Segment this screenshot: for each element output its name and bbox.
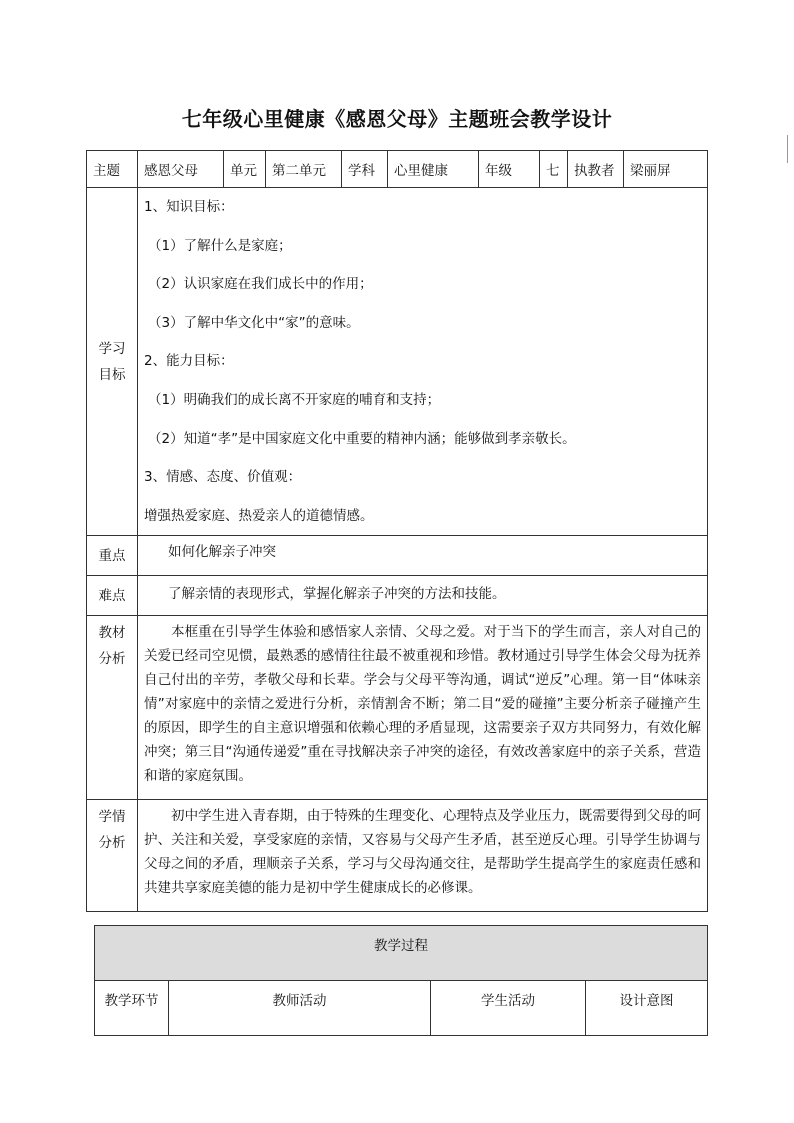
- objectives-label: [87, 188, 138, 536]
- learner-label-line1: 学情: [98, 809, 126, 826]
- objectives-row: [87, 188, 708, 536]
- material-label-line1: 教材: [98, 625, 126, 642]
- column-header: 学生活动: [431, 981, 586, 1036]
- column-header: 教学环节: [95, 981, 169, 1036]
- learner-label-line2: 分析: [98, 835, 126, 852]
- difficulty-row: [87, 576, 708, 616]
- page-title: 七年级心里健康《感恩父母》主题班会教学设计: [181, 107, 613, 131]
- grade-value: 七: [540, 151, 568, 188]
- grade-label: 年级: [479, 151, 540, 188]
- objective-line: 增强热爱家庭、热爱亲人的道德情感。: [144, 507, 374, 524]
- subject-label: 学科: [342, 151, 388, 188]
- topic-value: 感恩父母: [138, 151, 224, 188]
- objective-line: 3、情感、态度、价值观：: [144, 469, 302, 486]
- objective-line: （2）认识家庭在我们成长中的作用；: [148, 276, 373, 293]
- process-header: 教学过程: [95, 926, 708, 981]
- material-label: [87, 616, 138, 800]
- objectives-content: [138, 188, 708, 536]
- process-columns-row: [95, 981, 708, 1036]
- objective-line: （2）知道“孝”是中国家庭文化中重要的精神内涵；能够做到孝亲敬长。: [148, 430, 576, 447]
- subject-value: 心里健康: [388, 151, 479, 188]
- column-header: 设计意图: [586, 981, 708, 1036]
- page-edge-mark: [787, 135, 788, 163]
- process-table: [94, 925, 708, 1036]
- objective-line: （1）了解什么是家庭；: [148, 237, 292, 254]
- key-point-label: 重点: [87, 536, 138, 576]
- lesson-plan-table: [86, 150, 708, 912]
- objective-line: 1、知识目标：: [144, 199, 234, 215]
- objectives-label-line1: 学习: [98, 340, 126, 357]
- material-row: [87, 616, 708, 800]
- process-header-row: [95, 926, 708, 981]
- learner-content: [138, 800, 708, 912]
- objective-line: （3）了解中华文化中“家”的意味。: [148, 314, 360, 331]
- objectives-label-line2: 目标: [98, 366, 126, 383]
- material-label-line2: 分析: [98, 651, 126, 668]
- unit-label: 单元: [224, 151, 266, 188]
- objective-line: 2、能力目标：: [144, 353, 234, 370]
- key-point-text: 如何化解亲子冲突: [138, 536, 708, 576]
- objective-line: （1）明确我们的成长离不开家庭的哺育和支持；: [148, 391, 441, 408]
- learner-text: 初中学生进入青春期，由于特殊的生理变化、心理特点及学业压力，既需要得到父母的呵护、关注和关爱，享受家庭的亲情，又容易与父母产生矛盾，甚至逆反心理。引导学生协调与父母之间的矛盾，理顺亲子关系，学习与父母沟通交往，是帮助学生提高学生的家庭责任感和共建共享家庭美德的能力是初中学生健康成长的必修课。: [144, 808, 701, 897]
- meta-row: [87, 151, 708, 188]
- learner-row: [87, 800, 708, 912]
- material-text: 本框重在引导学生体验和感悟家人亲情、父母之爱。对于当下的学生而言，亲人对自己的关爱已经司空见惯，最熟悉的感情往往最不被重视和珍惜。教材通过引导学生体会父母为抚养自己付出的辛劳，孝敬父母和长辈。学会与父母平等沟通，调试“逆反”心理。第一目“体味亲情”对家庭中的亲情之爱进行分析，亲情割舍不断；第二目“爱的碰撞”主要分析亲子碰撞产生的原因，即学生的自主意识增强和依赖心理的矛盾显现，这需要亲子双方共同努力，有效化解冲突；第三目“沟通传递爱”重在寻找解决亲子冲突的途径，有效改善家庭中的亲子关系，营造和谐的家庭氛围。: [144, 624, 701, 785]
- column-header: 教师活动: [169, 981, 431, 1036]
- teacher-label: 执教者: [568, 151, 624, 188]
- learner-label: [87, 800, 138, 912]
- difficulty-text: 了解亲情的表现形式，掌握化解亲子冲突的方法和技能。: [138, 576, 708, 616]
- unit-value: 第二单元: [266, 151, 342, 188]
- material-content: [138, 616, 708, 800]
- key-point-row: [87, 536, 708, 576]
- topic-label: 主题: [87, 151, 138, 188]
- teacher-value: 梁丽屏: [624, 151, 708, 188]
- difficulty-label: 难点: [87, 576, 138, 616]
